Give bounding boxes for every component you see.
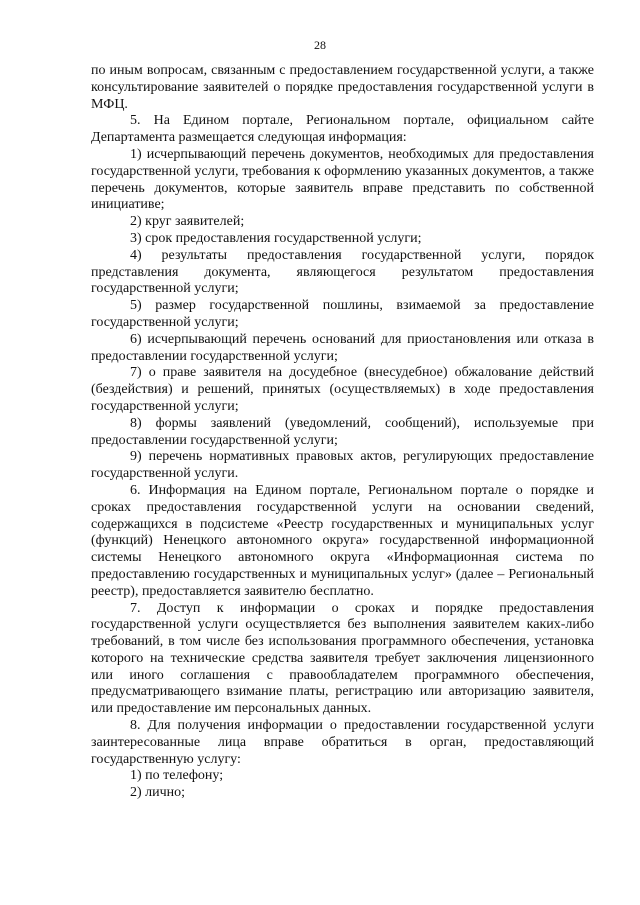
page-number: 28	[314, 38, 326, 52]
list-item-9: 9) перечень нормативных правовых актов, регулирующих предоставление государственной услуги.	[91, 449, 594, 482]
contact-method-2: 2) лично;	[130, 785, 186, 801]
list-item-1: 1) исчерпывающий перечень документов, необходимых для предоставления государственной услуги, требования к оформлению указанных документов, а также перечень документов, которые заявитель вправе представить по собственной инициативе;	[91, 146, 594, 213]
paragraph-item-7: 7. Доступ к информации о сроках и порядке предоставления государственной услуги осуществляется без выполнения заявителем каких-либо требований, в том числе без использования программного обеспечения, установка которого на технические средства заявителя требует заключения лицензионного или иного соглашения с правообладателем программного обеспечения, предусматривающего взимание платы, регистрацию или авторизацию заявителя, или предоставление им персональных данных.	[91, 600, 594, 717]
paragraph-item-6: 6. Информация на Едином портале, Региональном портале о порядке и сроках предоставления государственной услуги на основании сведений, содержащихся в подсистеме «Реестр государственных и муниципальных услуг (функций) Ненецкого автономного округа» государственной информационной системы Ненецкого автономного округа «Информационная система по предоставлению государственных и муниципальных услуг» (далее – Региональный реестр), предоставляется заявителю бесплатно.	[91, 482, 594, 599]
list-item-8: 8) формы заявлений (уведомлений, сообщений), используемые при предоставлении государственной услуги;	[91, 415, 594, 448]
document-body	[91, 63, 594, 802]
paragraph-item-5: 5. На Едином портале, Региональном портале, официальном сайте Департамента размещается следующая информация:	[91, 113, 594, 146]
contact-method-1: 1) по телефону;	[130, 768, 224, 784]
paragraph-item-8: 8. Для получения информации о предоставлении государственной услуги заинтересованные лица вправе обратиться в орган, предоставляющий государственную услугу:	[91, 718, 594, 767]
list-item-7: 7) о праве заявителя на досудебное (внесудебное) обжалование действий (бездействия) и решений, принятых (осуществляемых) в ходе предоставления государственной услуги;	[91, 365, 594, 414]
list-item-5: 5) размер государственной пошлины, взимаемой за предоставление государственной услуги;	[91, 298, 594, 330]
list-item-6: 6) исчерпывающий перечень оснований для приостановления или отказа в предоставлении государственной услуги;	[91, 331, 594, 364]
list-item-4: 4) результаты предоставления государственной услуги, порядок представления документа, являющегося результатом предоставления государственной услуги;	[91, 247, 594, 297]
paragraph-continuation: по иным вопросам, связанным с предоставлением государственной услуги, а также консультирование заявителей о порядке предоставления государственной услуги в МФЦ.	[91, 63, 594, 112]
list-item-3: 3) срок предоставления государственной услуги;	[130, 230, 422, 246]
list-item-2: 2) круг заявителей;	[130, 214, 245, 230]
